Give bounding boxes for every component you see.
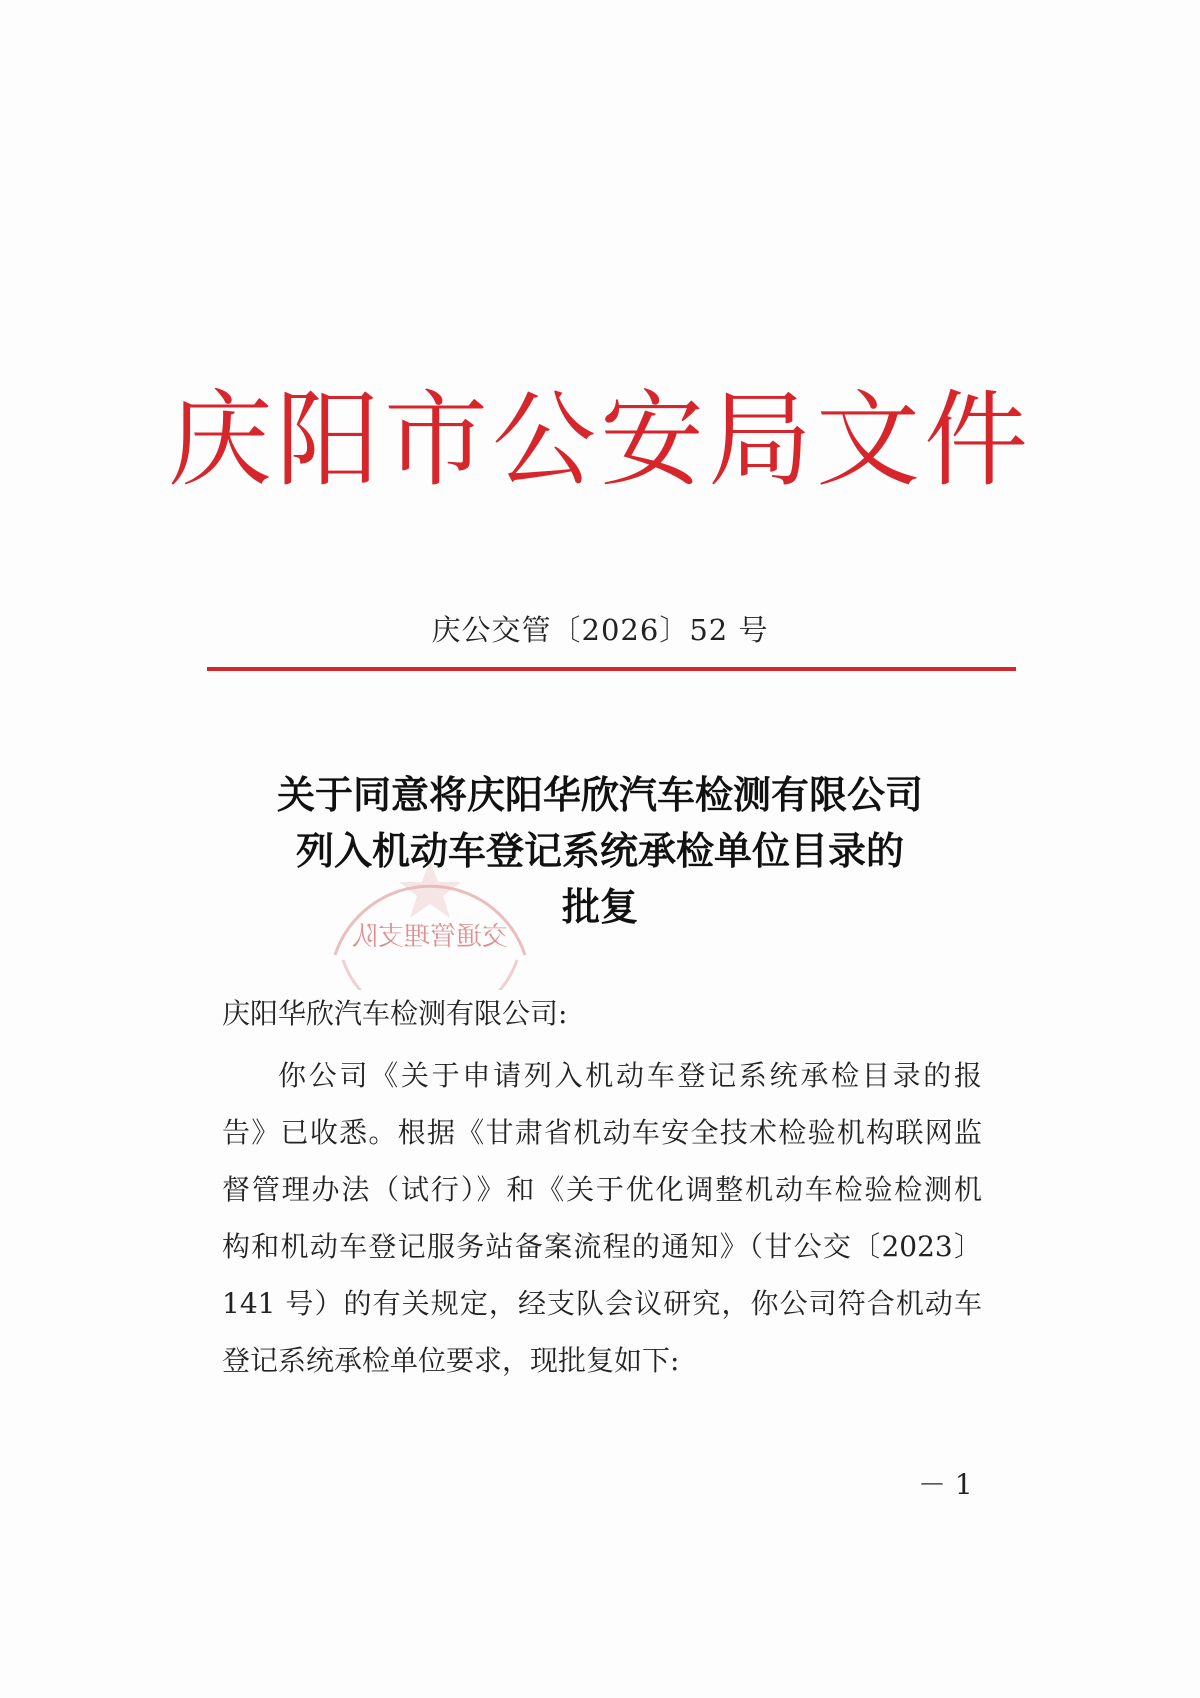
addressee: 庆阳华欣汽车检测有限公司: bbox=[222, 997, 568, 1030]
title-line: 批复 bbox=[561, 884, 638, 929]
body-line: 督管理办法（试行）》和《关于优化调整机动车检验检测机 bbox=[222, 1173, 982, 1206]
title-line: 列入机动车登记系统承检单位目录的 bbox=[295, 828, 904, 873]
document-title bbox=[0, 767, 1200, 935]
document-number: 庆公交管〔2026〕52 号 bbox=[431, 613, 769, 647]
title-line: 关于同意将庆阳华欣汽车检测有限公司 bbox=[276, 772, 923, 817]
body-line: 告》已收悉。根据《甘肃省机动车安全技术检验机构联网监 bbox=[222, 1116, 982, 1149]
page-number: － 1 bbox=[918, 1468, 973, 1501]
body-paragraph bbox=[222, 1047, 982, 1389]
body-line: 141 号）的有关规定，经支队会议研究，你公司符合机动车 bbox=[222, 1287, 982, 1320]
seal-text: 交通管理支队 bbox=[351, 922, 509, 952]
body-line: 构和机动车登记服务站备案流程的通知》（甘公交〔2023〕 bbox=[222, 1230, 982, 1263]
body-line: 登记系统承检单位要求，现批复如下: bbox=[222, 1344, 680, 1377]
red-divider-line bbox=[207, 667, 1016, 671]
document-masthead: 庆阳市公安局文件 bbox=[167, 379, 1032, 501]
body-line: 你公司《关于申请列入机动车登记系统承检目录的报 bbox=[278, 1059, 982, 1092]
